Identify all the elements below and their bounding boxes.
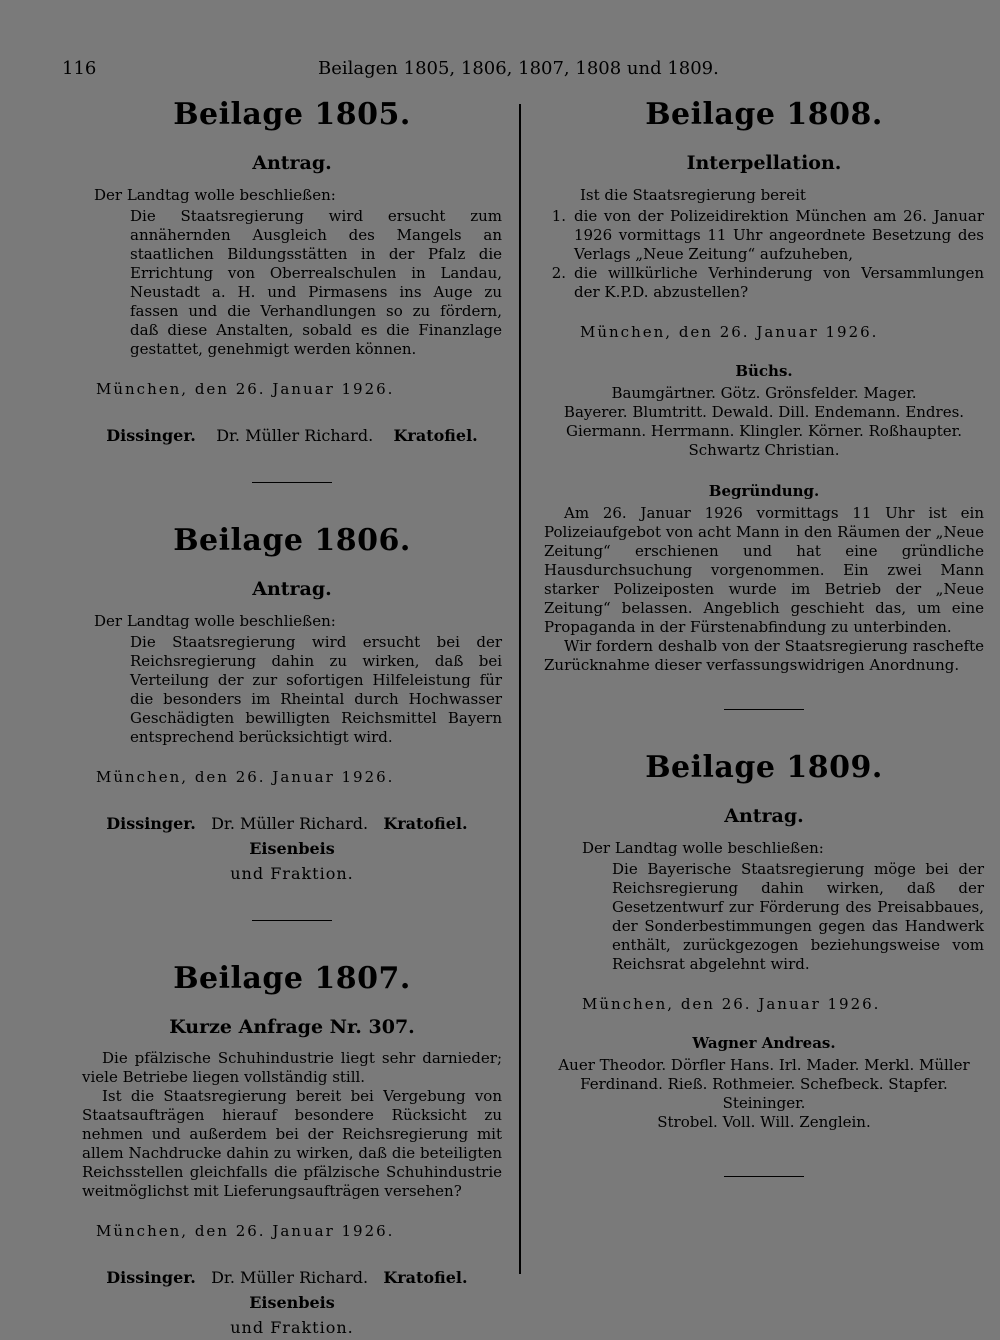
motion-body: Die Staatsregierung wird ersucht bei der Reichsregierung dahin zu wirken, daß bei Verteilung der zur sofortigen Hilfeleistung für die besonders im Rheintal durch Hochwasser Geschädigten bewilligten Reichsmittel Bayern entsprechend berücksichtigt wird. [130,633,502,746]
lead-signatory: Büchs. [735,362,793,380]
beilage-1809 [544,748,984,1132]
signature: Dr. Müller Richard. [211,814,369,833]
signatures [82,811,502,886]
document-type: Kurze Anfrage Nr. 307. [169,1016,415,1038]
beilage-1807 [82,959,502,1340]
signatory-names [544,384,984,460]
signature: Dissinger. [106,814,196,833]
page-header [62,58,942,82]
list-text: die willkürliche Verhinderung von Versammlungen der K.P.D. abzustellen? [574,264,984,301]
document-type: Interpellation. [686,152,842,174]
names-line: Baumgärtner. Götz. Grönsfelder. Mager. [611,384,917,402]
signatures [82,1265,502,1340]
motion-intro: Der Landtag wolle beschließen: [94,186,336,204]
motion-body: Die Staatsregierung wird ersucht zum annähernden Ausgleich des Mangels an staatlichen Bildungsstätten in der Pfalz die Errichtung von Oberrealschulen in Landau, Neustadt a. H. und Pirmasens ins Auge zu fassen und die Verhandlungen so zu fördern, daß diese Anstalten, sobald es die Finanzlage gestattet, genehmigt werden können. [130,207,502,358]
beilage-title: Beilage 1806. [173,523,411,558]
signature: Dissinger. [106,426,196,445]
document-type: Antrag. [724,805,804,827]
document-type: Antrag. [252,152,332,174]
beilage-title: Beilage 1809. [645,750,883,785]
signature-fraction: und Fraktion. [230,1318,354,1337]
list-number: 1. [551,207,566,225]
names-line: Giermann. Herrmann. Klingler. Körner. Roßhaupter. [566,422,962,440]
signatures [82,423,502,448]
inquiry-paragraph: Die pfälzische Schuhindustrie liegt sehr darnieder; viele Betriebe liegen vollständig still. [82,1049,502,1086]
document-type: Antrag. [252,578,332,600]
lead-signatory: Wagner Andreas. [692,1034,836,1052]
beilage-title: Beilage 1805. [173,97,411,132]
column-divider [519,104,521,1274]
names-line: Bayerer. Blumtritt. Dewald. Dill. Endemann. Endres. [563,403,965,421]
reason-heading: Begründung. [708,482,820,500]
right-column [544,95,984,1215]
beilage-1805 [82,95,502,448]
signature: Eisenbeis [249,1293,335,1312]
beilage-1806 [82,521,502,886]
names-line: Strobel. Voll. Will. Zenglein. [657,1113,871,1131]
page-number: 116 [62,58,97,79]
signature: Dr. Müller Richard. [216,426,374,445]
names-line: Ferdinand. Rieß. Rothmeier. Schefbeck. Stapfer. Steininger. [580,1075,948,1112]
names-line: Schwartz Christian. [688,441,840,459]
list-item [544,207,984,264]
interpellation-intro: Ist die Staatsregierung bereit [580,186,806,204]
list-text: die von der Polizeidirektion München am 26. Januar 1926 vormittags 11 Uhr angeordnete Besetzung des Verlags „Neue Zeitung“ aufzuheben, [574,207,984,263]
interpellation-list [544,207,984,302]
beilage-title: Beilage 1807. [173,961,411,996]
signature: Kratofiel. [393,426,478,445]
section-separator [252,482,332,483]
list-number: 2. [551,264,566,282]
running-title: Beilagen 1805, 1806, 1807, 1808 und 1809. [318,58,719,79]
section-separator [724,1176,804,1177]
date-line: München, den 26. Januar 1926. [580,323,879,341]
motion-intro: Der Landtag wolle beschließen: [582,839,824,857]
signatory-names [544,1056,984,1132]
section-separator [724,709,804,710]
section-separator [252,920,332,921]
signature-fraction: und Fraktion. [230,864,354,883]
names-line: Auer Theodor. Dörfler Hans. Irl. Mader. Merkl. Müller [558,1056,970,1074]
motion-body: Die Bayerische Staatsregierung möge bei der Reichsregierung dahin wirken, daß der Gesetzentwurf zur Förderung des Preisabbaues, der Sonderbestimmungen gegen das Handwerk enthält, zurückgezogen beziehungsweise vom Reichsrat abgelehnt wird. [612,860,984,973]
beilage-title: Beilage 1808. [645,97,883,132]
signature: Dissinger. [106,1268,196,1287]
date-line: München, den 26. Januar 1926. [582,995,881,1013]
reason-paragraph: Am 26. Januar 1926 vormittags 11 Uhr ist ein Polizeiaufgebot von acht Mann in den Räumen der „Neue Zeitung“ erschienen und hat eine gründliche Hausdurchsuchung vorgenommen. Ein zwei Mann starker Polizeiposten wurde im Betrieb der „Neue Zeitung“ belassen. Angeblich geschieht das, um eine Propaganda in der Fürstenabfindung zu unterbinden. [544,504,984,636]
inquiry-paragraph: Ist die Staatsregierung bereit bei Vergebung von Staatsaufträgen hierauf besondere Rücksicht zu nehmen und außerdem bei der Reichsregierung mit allem Nachdrucke dahin zu wirken, daß die beteiligten Reichsstellen gleichfalls die pfälzische Schuhindustrie weitmöglichst mit Lieferungsaufträgen versehen? [82,1087,502,1200]
reason-paragraph: Wir fordern deshalb von der Staatsregierung raschefte Zurücknahme dieser verfassungswidrigen Anordnung. [544,637,984,674]
date-line: München, den 26. Januar 1926. [96,768,395,786]
signature: Dr. Müller Richard. [211,1268,369,1287]
beilage-1808 [544,95,984,675]
signature: Kratofiel. [383,1268,468,1287]
left-column [82,95,502,1340]
motion-intro: Der Landtag wolle beschließen: [94,612,336,630]
date-line: München, den 26. Januar 1926. [96,380,395,398]
list-item [544,264,984,302]
date-line: München, den 26. Januar 1926. [96,1222,395,1240]
signature: Eisenbeis [249,839,335,858]
signature: Kratofiel. [383,814,468,833]
